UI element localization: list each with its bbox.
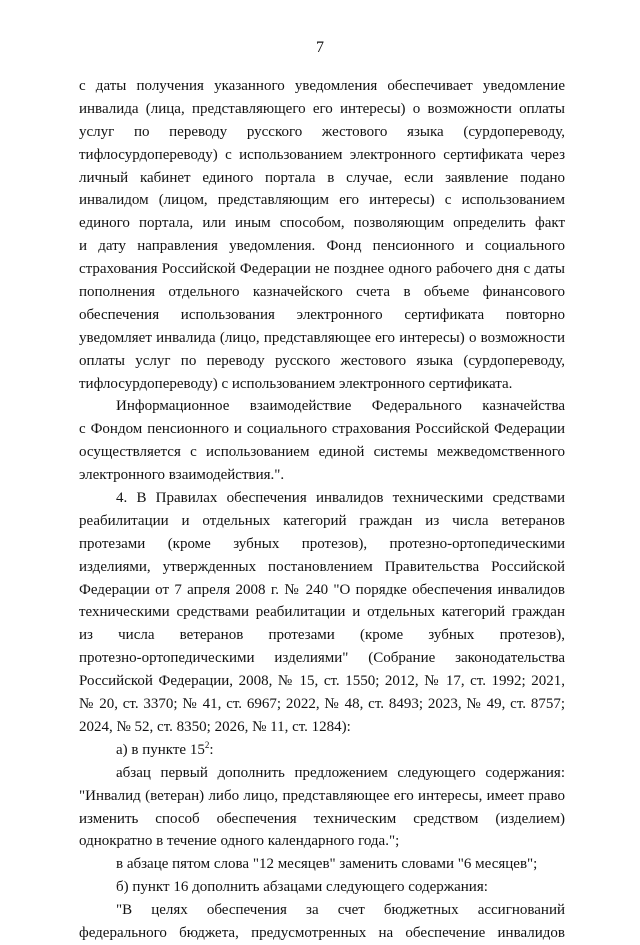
text-line [79,830,565,853]
text-line [79,853,565,876]
text-line [79,624,565,647]
text-line-content: изделиями, утвержденных постановлением Правительства Российской [79,558,565,575]
text-line [79,464,565,487]
text-line [79,693,565,716]
text-line-content: Российской Федерации, 2008, № 15, ст. 1550; 2012, № 17, ст. 1992; 2021, [79,673,565,690]
text-line [79,121,565,144]
text-line [79,395,565,418]
text-line-content: уведомляет инвалида (лицо, представляющее его интересы) о возможности [79,329,565,346]
text-line-content: в абзаце пятом слова "12 месяцев" заменить словами "6 месяцев"; [116,856,538,873]
text-line [79,487,565,510]
text-line-content: инвалидом (лицом, представляющим его интересы) с использованием [79,192,565,209]
text-line [79,647,565,670]
text-line-content: "В целях обеспечения за счет бюджетных ассигнований [116,902,565,919]
text-line [79,716,565,739]
text-line-content: личный кабинет единого портала в случае, если заявление подано [79,169,565,186]
text-line-content: с даты получения указанного уведомления обеспечивает уведомление [79,78,565,94]
text-line [79,304,565,327]
text-line-content: пополнения отдельного казначейского счета в объеме финансового [79,284,565,301]
text-line-content: федерального бюджета, предусмотренных на обеспечение инвалидов [79,924,565,941]
text-line-content: Информационное взаимодействие Федерального казначейства [116,398,565,415]
text-line-content: услуг по переводу русского жестового языка (сурдопереводу, [79,123,565,140]
text-line-content: 4. В Правилах обеспечения инвалидов техническими средствами [116,490,565,507]
text-line-content: осуществляется с использованием единой системы межведомственного [79,444,565,461]
text-line-content: тифлосурдопереводу) с использованием электронного сертификата через [79,146,565,163]
document-body [79,75,565,945]
text-line [79,144,565,167]
text-line-content: протезами (кроме зубных протезов), протезно-ортопедическими [79,535,565,552]
text-line-content: единого портала, или иным способом, позволяющим определить факт [79,215,565,232]
text-line [79,533,565,556]
text-line-content: инвалида (лица, представляющего его интересы) о возможности оплаты [79,100,565,117]
text-line [79,785,565,808]
text-line-content: реабилитации и отдельных категорий граждан из числа ветеранов [79,512,565,529]
text-line [79,762,565,785]
superscript: 2 [204,739,210,750]
text-line-content: тифлосурдопереводу) с использованием электронного сертификата. [79,375,513,392]
text-line [79,350,565,373]
text-line-content: № 20, ст. 3370; № 41, ст. 6967; 2022, № 48, ст. 8493; 2023, № 49, ст. 8757; [79,696,565,713]
text-line [79,739,565,762]
text-line-content: а) в пункте 15 [116,741,205,758]
text-line [79,373,565,396]
text-line-content: и дату направления уведомления. Фонд пенсионного и социального [79,238,565,255]
text-line-content: обеспечения использования электронного сертификата повторно [79,306,565,323]
text-line [79,510,565,533]
text-line [79,876,565,899]
text-line [79,281,565,304]
text-line [79,670,565,693]
text-line-content: Федерации от 7 апреля 2008 г. № 240 "О порядке обеспечения инвалидов [79,581,565,598]
text-line-content: с Фондом пенсионного и социального страхования Российской Федерации [79,421,565,438]
text-line-content: из числа ветеранов протезами (кроме зубных протезов), [79,627,565,644]
text-line [79,922,565,945]
text-line-content: изменить способ обеспечения техническим средством (изделием) [79,810,565,827]
text-line [79,899,565,922]
text-line [79,441,565,464]
text-line [79,579,565,602]
text-line [79,808,565,831]
text-line-content: 2024, № 52, ст. 8350; 2026, № 11, ст. 1284): [79,718,351,735]
text-line-content: протезно-ортопедическими изделиями" (Собрание законодательства [79,650,565,667]
text-line [79,75,565,98]
text-line [79,189,565,212]
text-line [79,167,565,190]
text-line [79,212,565,235]
text-line-content: однократно в течение одного календарного года."; [79,833,400,850]
text-line [79,235,565,258]
text-line-content: б) пункт 16 дополнить абзацами следующего содержания: [116,879,488,896]
page-number: 7 [316,39,324,56]
text-line-suffix: : [209,741,214,758]
text-line [79,98,565,121]
text-line-content: страхования Российской Федерации не позднее одного рабочего дня с даты [79,261,565,278]
text-line [79,327,565,350]
text-line-content: оплаты услуг по переводу русского жестового языка (сурдопереводу, [79,352,565,369]
text-line [79,601,565,624]
text-line [79,418,565,441]
text-line-content: абзац первый дополнить предложением следующего содержания: [116,764,565,781]
text-line-content: электронного взаимодействия.". [79,467,285,484]
text-line-content: "Инвалид (ветеран) либо лицо, представляющее его интересы, имеет право [79,787,565,804]
text-line [79,258,565,281]
text-line [79,556,565,579]
text-line-content: техническими средствами реабилитации и отдельных категорий граждан [79,604,565,621]
